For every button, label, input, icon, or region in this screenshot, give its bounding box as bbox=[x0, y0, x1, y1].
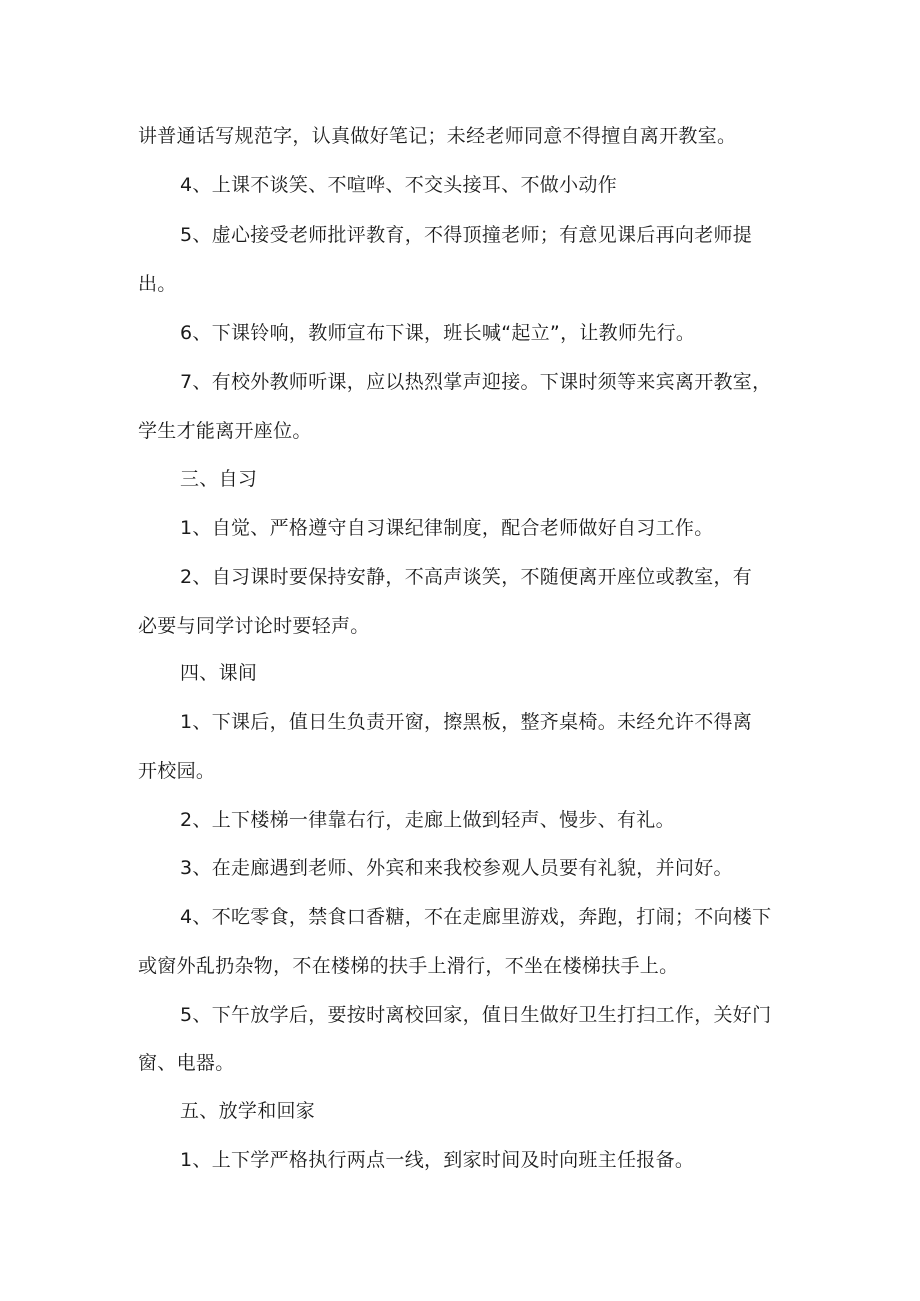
text-line: 2、自习课时要保持安静，不高声谈笑，不随便离开座位或教室，有 bbox=[180, 566, 753, 588]
section-heading: 五、放学和回家 bbox=[180, 1100, 316, 1122]
text-line: 2、上下楼梯一律靠右行，走廊上做到轻声、慢步、有礼。 bbox=[180, 809, 675, 831]
text-line: 出。 bbox=[138, 273, 177, 295]
text-line: 5、下午放学后，要按时离校回家，值日生做好卫生打扫工作，关好门 bbox=[180, 1004, 772, 1026]
text-line: 7、有校外教师听课，应以热烈掌声迎接。下课时须等来宾离开教室， bbox=[180, 371, 772, 393]
text-line: 讲普通话写规范字，认真做好笔记；未经老师同意不得擅自离开教室。 bbox=[138, 125, 737, 147]
text-line: 3、在走廊遇到老师、外宾和来我校参观人员要有礼貌，并问好。 bbox=[180, 857, 733, 879]
text-line: 窗、电器。 bbox=[138, 1052, 235, 1074]
text-line: 4、不吃零食，禁食口香糖，不在走廊里游戏，奔跑，打闹；不向楼下 bbox=[180, 906, 772, 928]
text-line: 6、下课铃响，教师宣布下课，班长喊“起立”，让教师先行。 bbox=[180, 322, 696, 344]
text-line: 或窗外乱扔杂物，不在楼梯的扶手上滑行，不坐在楼梯扶手上。 bbox=[138, 955, 679, 977]
section-heading: 三、自习 bbox=[180, 468, 258, 490]
text-line: 5、虚心接受老师批评教育，不得顶撞老师；有意见课后再向老师提 bbox=[180, 224, 753, 246]
text-line: 开校园。 bbox=[138, 760, 216, 782]
text-line: 1、上下学严格执行两点一线，到家时间及时向班主任报备。 bbox=[180, 1149, 695, 1171]
text-line: 必要与同学讨论时要轻声。 bbox=[138, 615, 370, 637]
text-line: 4、上课不谈笑、不喧哗、不交头接耳、不做小动作 bbox=[180, 174, 617, 196]
section-heading: 四、课间 bbox=[180, 662, 258, 684]
text-line: 1、自觉、严格遵守自习课纪律制度，配合老师做好自习工作。 bbox=[180, 517, 714, 539]
text-line: 学生才能离开座位。 bbox=[138, 420, 312, 442]
text-line: 1、下课后，值日生负责开窗，擦黑板，整齐桌椅。未经允许不得离 bbox=[180, 711, 753, 733]
